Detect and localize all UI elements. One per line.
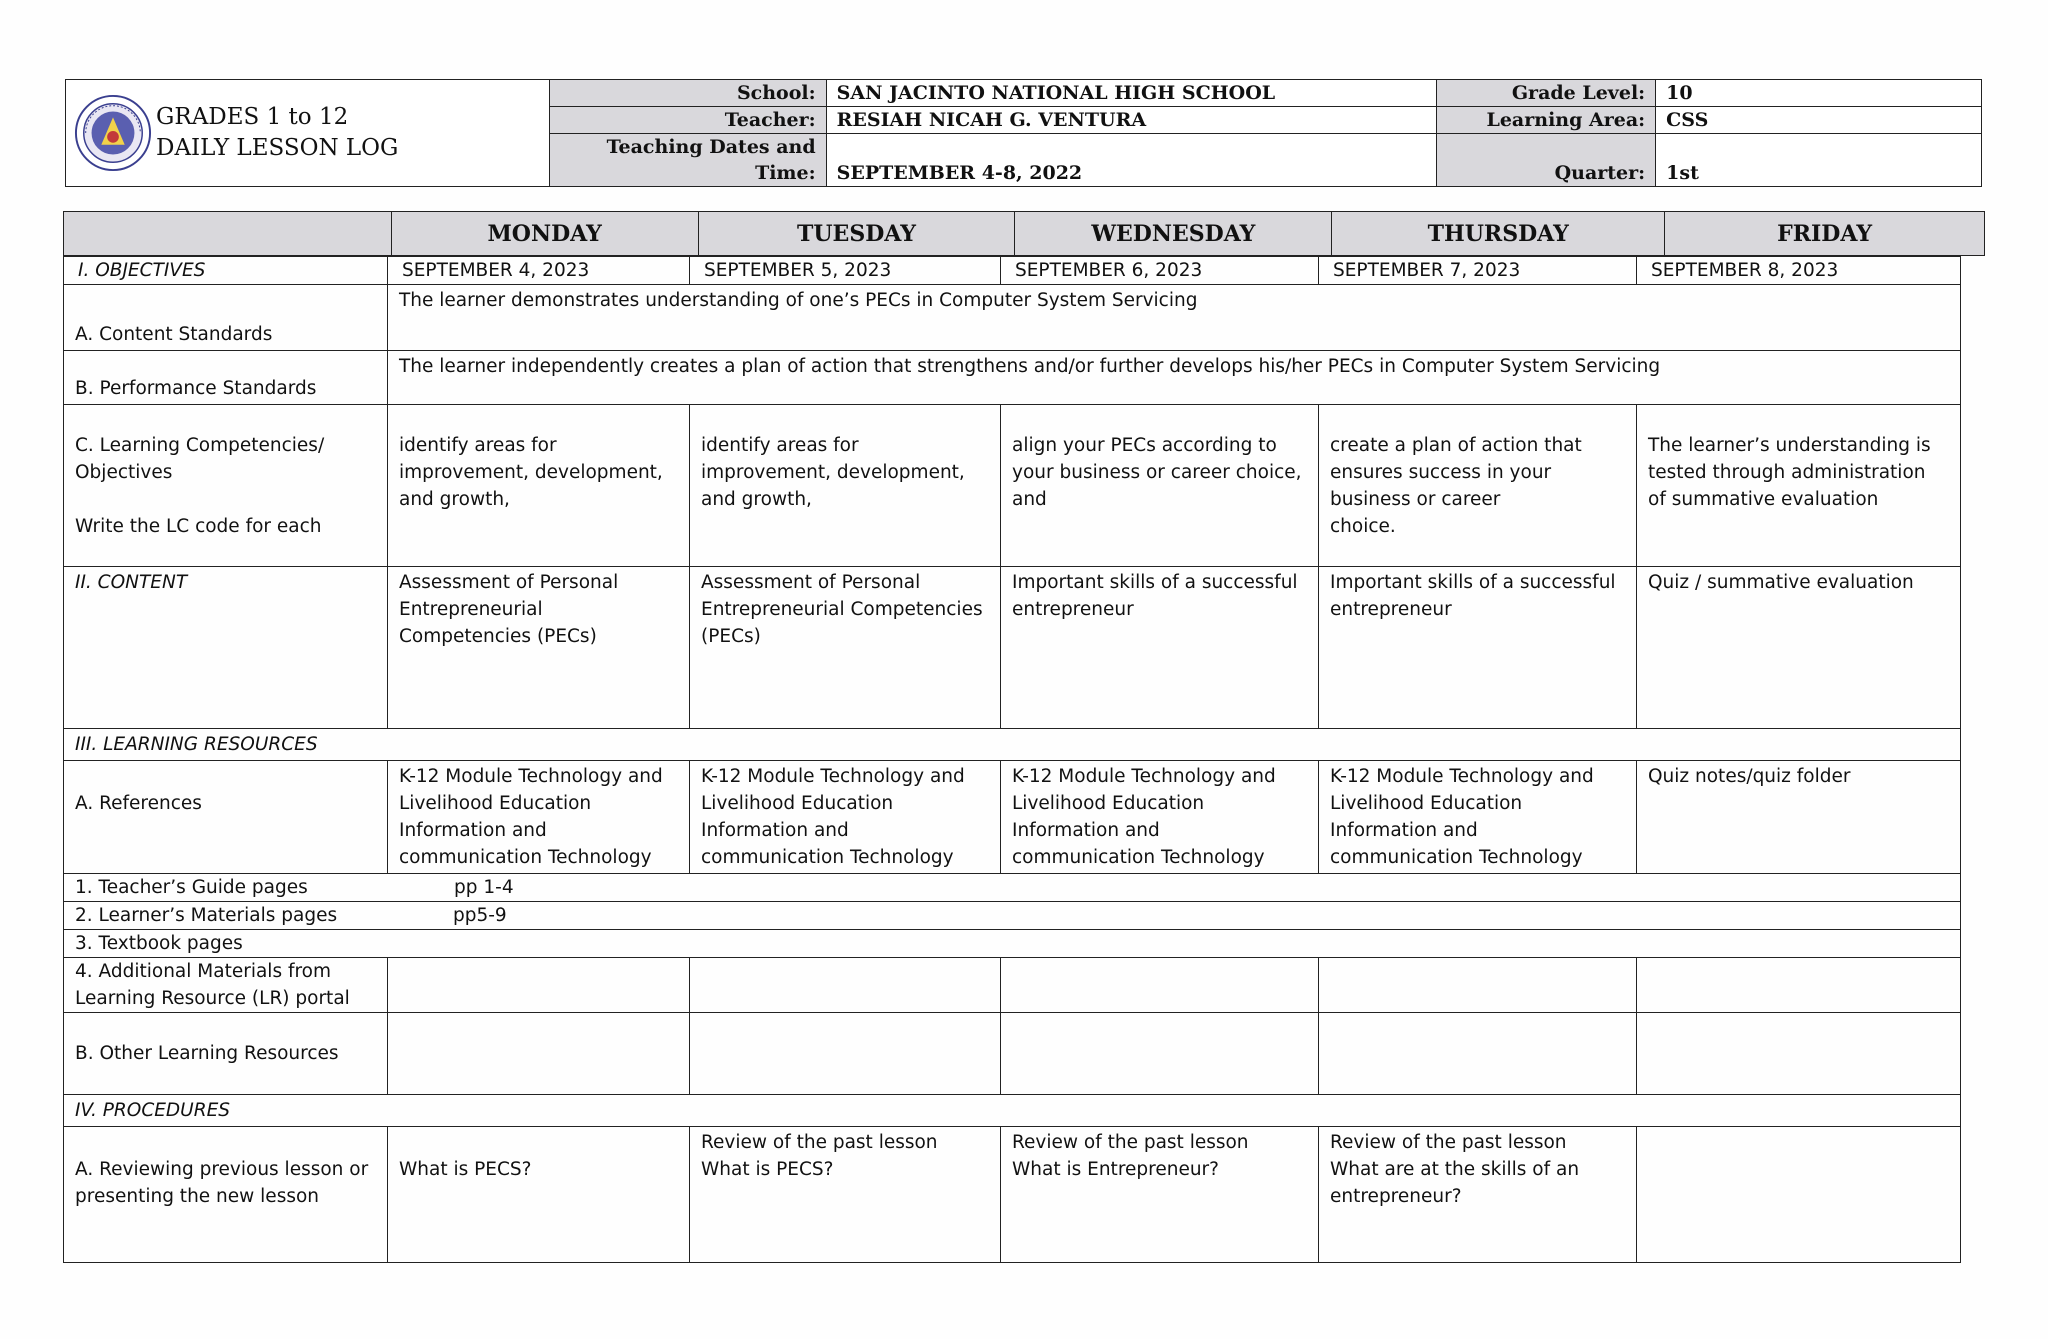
competencies-label-line3: Write the LC code for each bbox=[75, 516, 322, 537]
day-friday: FRIDAY bbox=[1665, 212, 1985, 256]
deped-seal-icon bbox=[74, 94, 152, 172]
teacher-label: Teacher: bbox=[549, 107, 826, 134]
other-resources-wednesday bbox=[1001, 1013, 1319, 1095]
date-friday: SEPTEMBER 8, 2023 bbox=[1637, 257, 1961, 285]
date-tuesday: SEPTEMBER 5, 2023 bbox=[690, 257, 1001, 285]
review-monday: What is PECS? bbox=[388, 1127, 690, 1263]
content-friday: Quiz / summative evaluation bbox=[1637, 567, 1961, 729]
content-standards-label: A. Content Standards bbox=[64, 285, 388, 351]
references-monday: K-12 Module Technology and Livelihood Education Information and communication Technology bbox=[388, 761, 690, 874]
title-line-2: DAILY LESSON LOG bbox=[156, 135, 399, 161]
review-friday bbox=[1637, 1127, 1961, 1263]
lesson-log-table bbox=[63, 256, 1961, 1263]
date-thursday: SEPTEMBER 7, 2023 bbox=[1319, 257, 1637, 285]
learners-materials-row bbox=[64, 902, 1961, 930]
date-monday: SEPTEMBER 4, 2023 bbox=[388, 257, 690, 285]
grade-level-label: Grade Level: bbox=[1437, 80, 1656, 107]
other-resources-friday bbox=[1637, 1013, 1961, 1095]
performance-standards-text: The learner independently creates a plan of action that strengthens and/or further develops his/her PECs in Computer System Servicing bbox=[388, 351, 1961, 405]
references-label: A. References bbox=[64, 761, 388, 874]
content-monday: Assessment of Personal Entrepreneurial Competencies (PECs) bbox=[388, 567, 690, 729]
review-wednesday: Review of the past lesson What is Entrepreneur? bbox=[1001, 1127, 1319, 1263]
competencies-label bbox=[64, 405, 388, 567]
competency-monday: identify areas for improvement, development, and growth, bbox=[388, 405, 690, 567]
references-wednesday: K-12 Module Technology and Livelihood Education Information and communication Technology bbox=[1001, 761, 1319, 874]
learners-materials-value: pp5-9 bbox=[453, 905, 507, 926]
teachers-guide-value: pp 1-4 bbox=[454, 877, 514, 898]
days-corner-cell bbox=[64, 212, 392, 256]
other-resources-thursday bbox=[1319, 1013, 1637, 1095]
learning-resources-heading: III. LEARNING RESOURCES bbox=[64, 729, 1961, 761]
competency-thursday: create a plan of action that ensures success in your business or career choice. bbox=[1319, 405, 1637, 567]
grade-level-value: 10 bbox=[1656, 80, 1982, 107]
learning-area-label: Learning Area: bbox=[1437, 107, 1656, 134]
objectives-heading: I. OBJECTIVES bbox=[64, 257, 388, 285]
quarter-value: 1st bbox=[1656, 134, 1982, 187]
teacher-value: RESIAH NICAH G. VENTURA bbox=[826, 107, 1437, 134]
competencies-label-line1: C. Learning Competencies/ bbox=[75, 435, 325, 456]
additional-materials-wednesday bbox=[1001, 958, 1319, 1013]
day-thursday: THURSDAY bbox=[1332, 212, 1665, 256]
textbook-pages-label: 3. Textbook pages bbox=[64, 930, 1961, 958]
teachers-guide-row bbox=[64, 874, 1961, 902]
teaching-dates-label bbox=[549, 134, 826, 187]
competency-friday: The learner’s understanding is tested through administration of summative evaluation bbox=[1637, 405, 1961, 567]
content-wednesday: Important skills of a successful entrepreneur bbox=[1001, 567, 1319, 729]
references-friday: Quiz notes/quiz folder bbox=[1637, 761, 1961, 874]
additional-materials-thursday bbox=[1319, 958, 1637, 1013]
header-logo-cell bbox=[66, 80, 550, 187]
learning-area-value: CSS bbox=[1656, 107, 1982, 134]
content-standards-text: The learner demonstrates understanding of one’s PECs in Computer System Servicing bbox=[388, 285, 1961, 351]
other-resources-tuesday bbox=[690, 1013, 1001, 1095]
teachers-guide-label: 1. Teacher’s Guide pages bbox=[75, 877, 308, 898]
additional-materials-friday bbox=[1637, 958, 1961, 1013]
teaching-dates-value: SEPTEMBER 4-8, 2022 bbox=[826, 134, 1437, 187]
competency-wednesday: align your PECs according to your business or career choice, and bbox=[1001, 405, 1319, 567]
competency-tuesday: identify areas for improvement, development, and growth, bbox=[690, 405, 1001, 567]
other-resources-label: B. Other Learning Resources bbox=[64, 1013, 388, 1095]
teaching-dates-label-line2: Time: bbox=[755, 162, 816, 184]
teaching-dates-label-line1: Teaching Dates and bbox=[606, 136, 816, 158]
additional-materials-tuesday bbox=[690, 958, 1001, 1013]
school-label: School: bbox=[549, 80, 826, 107]
procedures-heading: IV. PROCEDURES bbox=[64, 1095, 1961, 1127]
other-resources-monday bbox=[388, 1013, 690, 1095]
date-wednesday: SEPTEMBER 6, 2023 bbox=[1001, 257, 1319, 285]
references-thursday: K-12 Module Technology and Livelihood Education Information and communication Technology bbox=[1319, 761, 1637, 874]
school-value: SAN JACINTO NATIONAL HIGH SCHOOL bbox=[826, 80, 1437, 107]
reviewing-lesson-label: A. Reviewing previous lesson or presenting the new lesson bbox=[64, 1127, 388, 1263]
day-tuesday: TUESDAY bbox=[698, 212, 1015, 256]
header-table bbox=[65, 79, 1982, 187]
references-tuesday: K-12 Module Technology and Livelihood Education Information and communication Technology bbox=[690, 761, 1001, 874]
additional-materials-monday bbox=[388, 958, 690, 1013]
content-heading: II. CONTENT bbox=[64, 567, 388, 729]
review-tuesday: Review of the past lesson What is PECS? bbox=[690, 1127, 1001, 1263]
title-line-1: GRADES 1 to 12 bbox=[156, 104, 349, 130]
content-tuesday: Assessment of Personal Entrepreneurial Competencies (PECs) bbox=[690, 567, 1001, 729]
day-monday: MONDAY bbox=[391, 212, 698, 256]
additional-materials-label: 4. Additional Materials from Learning Resource (LR) portal bbox=[64, 958, 388, 1013]
quarter-label: Quarter: bbox=[1437, 134, 1656, 187]
competencies-label-line2: Objectives bbox=[75, 462, 173, 483]
days-header-row bbox=[63, 211, 1985, 256]
performance-standards-label: B. Performance Standards bbox=[64, 351, 388, 405]
review-thursday: Review of the past lesson What are at the skills of an entrepreneur? bbox=[1319, 1127, 1637, 1263]
content-thursday: Important skills of a successful entrepreneur bbox=[1319, 567, 1637, 729]
learners-materials-label: 2. Learner’s Materials pages bbox=[75, 905, 338, 926]
day-wednesday: WEDNESDAY bbox=[1015, 212, 1332, 256]
